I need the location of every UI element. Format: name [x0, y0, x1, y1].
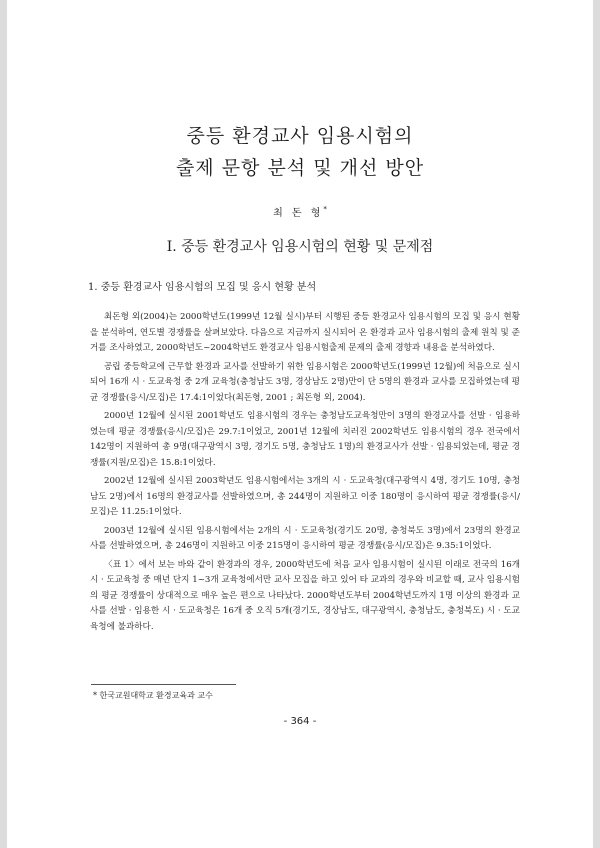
- footnote: * 한국교원대학교 환경교육과 교수: [93, 691, 213, 700]
- body-text: [90, 310, 520, 638]
- paragraph: 2003년 12월에 실시된 임용시험에서는 2개의 시 · 도교육청(경기도 20명, 충청북도 3명)에서 23명의 환경교사를 선발하였으며, 총 246명이 지원하고 이중 215명이 응시하여 평균 경쟁률(응시/모집)은 9.35:1이었다.: [90, 525, 520, 551]
- document-page: [7, 0, 593, 848]
- section-heading: Ⅰ. 중등 환경교사 임용시험의 현황 및 문제점: [166, 239, 434, 255]
- footnote-divider: [91, 684, 236, 685]
- paragraph: 공립 중등학교에 근무할 환경과 교사를 선발하기 위한 임용시험은 2000학년도(1999년 12월)에 처음으로 실시되어 16개 시 · 도교육청 중 2개 교육청(충청남도 3명, 경상남도 2명)만이 단 5명의 환경과 교사를 모집하였는데 평균 경쟁률(응시/모집)은 17.4:1이었다(최돈형, 2001 ; 최돈형 외, 2004).: [90, 361, 520, 403]
- title-line-1: 중등 환경교사 임용시험의: [186, 125, 414, 147]
- page-number: - 364 -: [283, 716, 317, 727]
- author: [7, 204, 593, 219]
- paragraph: 〈표 1〉에서 보는 바와 같이 환경과의 경우, 2000학년도에 처음 교사 임용시험이 실시된 이래로 전국의 16개 시 · 도교육청 중 매년 단지 1~3개 교육청에서만 교사 모집을 하고 있어 타 교과의 경우와 비교할 때, 교사 임용시험의 평균 경쟁률이 상대적으로 매우 높은 편으로 나타났다. 2000학년도부터 2004학년도까지 1명 이상의 환경과 교사를 선발 · 임용한 시 · 도교육청은 16개 중 오직 5개(경기도, 경상남도, 대구광역시, 충청남도, 충청북도) 시 · 도교육청에 불과하다.: [90, 559, 520, 632]
- paragraph: 최돈형 외(2004)는 2000학년도(1999년 12월 실시)부터 시행된 중등 환경교사 임용시험의 모집 및 응시 현황을 분석하여, 연도별 경쟁률을 살펴보았다. 다음으로 지금까지 실시되어 온 환경과 교사 임용시험의 출제 원칙 및 준거를 조사하였고, 2000학년도~2004학년도 환경교사 임용시험출제 문제의 출제 경향과 내용을 분석하였다.: [90, 312, 520, 353]
- subsection-heading: 1. 중등 환경교사 임용시험의 모집 및 응시 현황 분석: [88, 282, 317, 293]
- title-line-2: 출제 문항 분석 및 개선 방안: [175, 157, 425, 179]
- paragraph: 2000년 12월에 실시된 2001학년도 임용시험의 경우는 충청남도교육청만이 3명의 환경교사를 선발 · 임용하였는데 평균 경쟁률(응시/모집)은 29.7:1이었고, 2001년 12월에 치러진 2002학년도 임용시험의 경우 전국에서 142명이 지원하여 총 9명(대구광역시 3명, 경기도 5명, 충청남도 1명)의 환경교사가 선발 · 임용되었는데, 평균 경쟁률(지원/모집)은 15.8:1이었다.: [90, 411, 520, 468]
- author-footnote-mark: *: [323, 205, 327, 214]
- paragraph: 2002년 12월에 실시된 2003학년도 임용시험에서는 3개의 시 · 도교육청(대구광역시 4명, 경기도 10명, 충청남도 2명)에서 16명의 환경교사를 선발하였으며, 총 244명이 지원하고 이중 180명이 응시하여 평균 경쟁률(응시/모집)은 11.25:1이었다.: [90, 476, 520, 517]
- author-name: 최 돈 형: [273, 208, 324, 219]
